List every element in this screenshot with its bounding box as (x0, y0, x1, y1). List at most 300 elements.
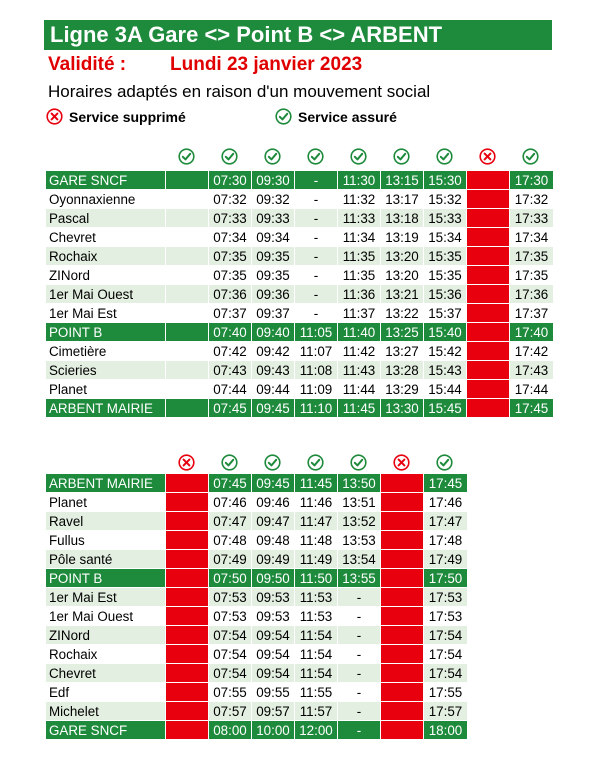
time-cell (166, 342, 209, 361)
time-cell: 09:50 (252, 569, 295, 588)
time-cell (166, 209, 209, 228)
time-cell: 07:53 (209, 588, 252, 607)
time-cell: 12:00 (295, 721, 338, 740)
time-cell: 17:42 (510, 342, 554, 361)
timetable-row (46, 645, 468, 664)
time-cell: 15:36 (424, 285, 467, 304)
check-icon (165, 146, 208, 166)
cancelled-cell (381, 531, 424, 550)
cancelled-cell (166, 550, 209, 569)
stop-name: GARE SNCF (46, 171, 166, 190)
time-cell: 09:35 (252, 247, 295, 266)
time-cell: 11:54 (295, 645, 338, 664)
timetable-row (46, 588, 468, 607)
time-cell: 07:53 (209, 607, 252, 626)
cancelled-cell (467, 361, 510, 380)
time-cell: 09:43 (252, 361, 295, 380)
time-cell: 07:42 (209, 342, 252, 361)
cancelled-cell (166, 531, 209, 550)
stop-name: Cimetière (46, 342, 166, 361)
time-cell: 07:49 (209, 550, 252, 569)
legend-cancelled (46, 108, 186, 125)
time-cell: 13:55 (338, 569, 381, 588)
time-cell: 11:32 (338, 190, 381, 209)
outbound-timetable (45, 170, 554, 418)
time-cell: 07:37 (209, 304, 252, 323)
timetable-row (46, 361, 554, 380)
time-cell: 17:35 (510, 247, 554, 266)
time-cell: 09:30 (252, 171, 295, 190)
time-cell: 11:10 (295, 399, 338, 418)
cancelled-icon (466, 146, 509, 166)
timetable-row (46, 683, 468, 702)
cancelled-icon (165, 452, 208, 472)
time-cell: 11:48 (295, 531, 338, 550)
cancelled-cell (381, 702, 424, 721)
cancelled-cell (166, 702, 209, 721)
cancelled-cell (166, 626, 209, 645)
timetable-row (46, 474, 468, 493)
check-icon (251, 452, 294, 472)
time-cell: 11:53 (295, 588, 338, 607)
time-cell: 07:57 (209, 702, 252, 721)
time-cell (166, 266, 209, 285)
timetable-row (46, 399, 554, 418)
time-cell (166, 171, 209, 190)
time-cell: 09:49 (252, 550, 295, 569)
timetable-row (46, 721, 468, 740)
time-cell: 11:34 (338, 228, 381, 247)
time-cell: 17:33 (510, 209, 554, 228)
stop-name: Ravel (46, 512, 166, 531)
stop-name: Chevret (46, 228, 166, 247)
cancelled-cell (467, 190, 510, 209)
cancelled-cell (166, 569, 209, 588)
time-cell: 11:35 (338, 247, 381, 266)
timetable-row (46, 323, 554, 342)
time-cell: - (338, 702, 381, 721)
cancelled-cell (166, 607, 209, 626)
time-cell: 07:44 (209, 380, 252, 399)
check-icon (294, 146, 337, 166)
cancelled-cell (166, 683, 209, 702)
time-cell: - (338, 683, 381, 702)
time-cell: - (338, 588, 381, 607)
time-cell: 17:53 (424, 607, 468, 626)
inbound-timetable (45, 473, 468, 740)
time-cell: 07:36 (209, 285, 252, 304)
time-cell: 11:50 (295, 569, 338, 588)
check-icon (337, 452, 380, 472)
time-cell: 17:54 (424, 664, 468, 683)
outbound-status-icons (45, 146, 553, 166)
time-cell: 17:54 (424, 645, 468, 664)
time-cell: 09:55 (252, 683, 295, 702)
time-cell: 09:54 (252, 626, 295, 645)
time-cell: 07:54 (209, 626, 252, 645)
stop-name: ZINord (46, 626, 166, 645)
time-cell: 09:45 (252, 474, 295, 493)
time-cell: 11:46 (295, 493, 338, 512)
timetable-row (46, 285, 554, 304)
time-cell: 13:30 (381, 399, 424, 418)
time-cell: 11:40 (338, 323, 381, 342)
time-cell (166, 247, 209, 266)
stop-name: Pôle santé (46, 550, 166, 569)
stop-name: Chevret (46, 664, 166, 683)
time-cell: 09:53 (252, 607, 295, 626)
time-cell (166, 228, 209, 247)
time-cell: 07:34 (209, 228, 252, 247)
stop-name: Pascal (46, 209, 166, 228)
time-cell: 07:35 (209, 266, 252, 285)
time-cell: 09:57 (252, 702, 295, 721)
time-cell: 13:19 (381, 228, 424, 247)
check-icon (208, 146, 251, 166)
time-cell: 11:45 (338, 399, 381, 418)
time-cell: 11:54 (295, 664, 338, 683)
stop-name: ZINord (46, 266, 166, 285)
line-title: Ligne 3A Gare <> Point B <> ARBENT (50, 22, 443, 47)
stop-name: Scieries (46, 361, 166, 380)
timetable-row (46, 304, 554, 323)
cancelled-cell (166, 493, 209, 512)
time-cell: 07:50 (209, 569, 252, 588)
time-cell: 09:48 (252, 531, 295, 550)
time-cell: 11:54 (295, 626, 338, 645)
time-cell: 13:15 (381, 171, 424, 190)
cancelled-cell (381, 607, 424, 626)
time-cell: 13:22 (381, 304, 424, 323)
time-cell: 13:29 (381, 380, 424, 399)
time-cell: 09:54 (252, 664, 295, 683)
time-cell: 11:55 (295, 683, 338, 702)
stop-name: Planet (46, 380, 166, 399)
cancelled-cell (166, 588, 209, 607)
time-cell: 17:54 (424, 626, 468, 645)
cancelled-cell (381, 645, 424, 664)
cancelled-cell (467, 171, 510, 190)
timetable-row (46, 228, 554, 247)
stop-name: Edf (46, 683, 166, 702)
validity-line (48, 54, 362, 76)
cancelled-cell (381, 626, 424, 645)
time-cell: 13:51 (338, 493, 381, 512)
cancelled-cell (166, 645, 209, 664)
time-cell: 17:45 (510, 399, 554, 418)
time-cell: 09:45 (252, 399, 295, 418)
cancelled-cell (381, 588, 424, 607)
time-cell: 13:27 (381, 342, 424, 361)
time-cell: 15:40 (424, 323, 467, 342)
time-cell: 07:46 (209, 493, 252, 512)
cancelled-cell (381, 512, 424, 531)
stop-name: Oyonnaxienne (46, 190, 166, 209)
time-cell: 15:30 (424, 171, 467, 190)
time-cell: 09:44 (252, 380, 295, 399)
time-cell: 17:57 (424, 702, 468, 721)
time-cell: 10:00 (252, 721, 295, 740)
validity-label: Validité : (48, 54, 127, 75)
time-cell (166, 285, 209, 304)
time-cell: 17:40 (510, 323, 554, 342)
time-cell: 11:33 (338, 209, 381, 228)
timetable-row (46, 493, 468, 512)
time-cell: - (338, 626, 381, 645)
time-cell (166, 304, 209, 323)
stop-name: Fullus (46, 531, 166, 550)
time-cell: 15:42 (424, 342, 467, 361)
cancelled-cell (467, 285, 510, 304)
cancelled-cell (381, 721, 424, 740)
time-cell: 11:08 (295, 361, 338, 380)
time-cell: - (295, 247, 338, 266)
cancelled-cell (381, 569, 424, 588)
time-cell: - (295, 266, 338, 285)
cancelled-cell (166, 512, 209, 531)
timetable-row (46, 266, 554, 285)
time-cell: 09:42 (252, 342, 295, 361)
time-cell: 07:35 (209, 247, 252, 266)
stop-name: POINT B (46, 323, 166, 342)
time-cell: 09:40 (252, 323, 295, 342)
time-cell: 17:55 (424, 683, 468, 702)
time-cell: 17:34 (510, 228, 554, 247)
time-cell: - (295, 228, 338, 247)
time-cell: 11:35 (338, 266, 381, 285)
check-icon (509, 146, 552, 166)
time-cell: 11:05 (295, 323, 338, 342)
check-icon (275, 108, 292, 125)
check-icon (337, 146, 380, 166)
check-icon (380, 146, 423, 166)
time-cell: 11:44 (338, 380, 381, 399)
cancelled-cell (166, 474, 209, 493)
time-cell: 11:42 (338, 342, 381, 361)
stop-name: 1er Mai Ouest (46, 607, 166, 626)
time-cell: 09:32 (252, 190, 295, 209)
time-cell (166, 361, 209, 380)
time-cell: 17:50 (424, 569, 468, 588)
stop-name: Rochaix (46, 645, 166, 664)
timetable-row (46, 512, 468, 531)
time-cell: 07:43 (209, 361, 252, 380)
check-icon (251, 146, 294, 166)
time-cell: 07:54 (209, 664, 252, 683)
time-cell: 15:44 (424, 380, 467, 399)
legend-running-label: Service assuré (298, 108, 397, 125)
timetable-row (46, 247, 554, 266)
validity-date: Lundi 23 janvier 2023 (170, 54, 363, 75)
time-cell: 13:17 (381, 190, 424, 209)
time-cell: 13:21 (381, 285, 424, 304)
cancelled-cell (467, 247, 510, 266)
inbound-status-icons (45, 452, 467, 472)
timetable-row (46, 171, 554, 190)
time-cell: 17:36 (510, 285, 554, 304)
time-cell (166, 323, 209, 342)
time-cell: 13:25 (381, 323, 424, 342)
timetable-row (46, 607, 468, 626)
cancelled-cell (467, 399, 510, 418)
cancelled-cell (467, 228, 510, 247)
cancelled-cell (381, 474, 424, 493)
time-cell: - (295, 285, 338, 304)
time-cell: 13:54 (338, 550, 381, 569)
stop-name: 1er Mai Est (46, 304, 166, 323)
time-cell: - (295, 209, 338, 228)
time-cell: 11:57 (295, 702, 338, 721)
timetable-row (46, 190, 554, 209)
time-cell: 11:43 (338, 361, 381, 380)
time-cell: 07:48 (209, 531, 252, 550)
time-cell: - (295, 171, 338, 190)
timetable-row (46, 550, 468, 569)
disruption-note: Horaires adaptés en raison d'un mouvement social (48, 82, 431, 101)
time-cell: 17:30 (510, 171, 554, 190)
time-cell: 11:49 (295, 550, 338, 569)
time-cell: 09:35 (252, 266, 295, 285)
time-cell: 11:37 (338, 304, 381, 323)
time-cell: 07:32 (209, 190, 252, 209)
time-cell: 17:44 (510, 380, 554, 399)
time-cell: 15:33 (424, 209, 467, 228)
legend-running (275, 108, 397, 125)
time-cell: 07:45 (209, 474, 252, 493)
timetable-row (46, 209, 554, 228)
stop-name: Rochaix (46, 247, 166, 266)
time-cell: 11:36 (338, 285, 381, 304)
time-cell: 11:09 (295, 380, 338, 399)
check-icon (423, 146, 466, 166)
cancelled-cell (381, 683, 424, 702)
check-icon (208, 452, 251, 472)
time-cell: 15:45 (424, 399, 467, 418)
check-icon (294, 452, 337, 472)
cancelled-cell (467, 342, 510, 361)
time-cell: 13:28 (381, 361, 424, 380)
cancelled-cell (467, 266, 510, 285)
time-cell: 09:36 (252, 285, 295, 304)
stop-name: 1er Mai Ouest (46, 285, 166, 304)
time-cell: 11:30 (338, 171, 381, 190)
time-cell: 13:50 (338, 474, 381, 493)
time-cell (166, 380, 209, 399)
cancelled-cell (166, 721, 209, 740)
timetable-row (46, 702, 468, 721)
line-title-banner (44, 20, 552, 50)
cancelled-icon (46, 108, 63, 125)
cancelled-cell (467, 380, 510, 399)
stop-name: GARE SNCF (46, 721, 166, 740)
legend-cancelled-label: Service supprimé (69, 108, 186, 125)
time-cell: 15:32 (424, 190, 467, 209)
cancelled-cell (467, 209, 510, 228)
check-icon (423, 452, 466, 472)
stop-name: ARBENT MAIRIE (46, 474, 166, 493)
time-cell: 09:46 (252, 493, 295, 512)
cancelled-cell (381, 550, 424, 569)
time-cell: 17:35 (510, 266, 554, 285)
time-cell: 13:53 (338, 531, 381, 550)
time-cell: 13:20 (381, 247, 424, 266)
time-cell: 17:37 (510, 304, 554, 323)
timetable-row (46, 569, 468, 588)
time-cell: 11:47 (295, 512, 338, 531)
time-cell: 17:32 (510, 190, 554, 209)
time-cell: 17:47 (424, 512, 468, 531)
cancelled-icon (380, 452, 423, 472)
time-cell: 13:18 (381, 209, 424, 228)
time-cell: 17:53 (424, 588, 468, 607)
time-cell: - (338, 607, 381, 626)
stop-name: POINT B (46, 569, 166, 588)
time-cell: 17:43 (510, 361, 554, 380)
cancelled-cell (467, 323, 510, 342)
timetable-row (46, 664, 468, 683)
time-cell: 17:45 (424, 474, 468, 493)
cancelled-cell (381, 664, 424, 683)
time-cell: 09:47 (252, 512, 295, 531)
time-cell: 15:34 (424, 228, 467, 247)
time-cell: 13:52 (338, 512, 381, 531)
cancelled-cell (381, 493, 424, 512)
timetable-row (46, 342, 554, 361)
time-cell: 09:33 (252, 209, 295, 228)
time-cell: 07:47 (209, 512, 252, 531)
time-cell (166, 190, 209, 209)
time-cell: 09:54 (252, 645, 295, 664)
time-cell: 07:30 (209, 171, 252, 190)
time-cell: 07:55 (209, 683, 252, 702)
timetable-row (46, 531, 468, 550)
time-cell: 07:45 (209, 399, 252, 418)
time-cell: 17:48 (424, 531, 468, 550)
time-cell: 15:35 (424, 266, 467, 285)
time-cell: 09:53 (252, 588, 295, 607)
time-cell: - (338, 645, 381, 664)
time-cell: 07:40 (209, 323, 252, 342)
stop-name: Michelet (46, 702, 166, 721)
time-cell: 11:53 (295, 607, 338, 626)
time-cell: - (338, 721, 381, 740)
time-cell: - (295, 304, 338, 323)
time-cell: - (338, 664, 381, 683)
timetable-row (46, 626, 468, 645)
cancelled-cell (467, 304, 510, 323)
time-cell: 07:33 (209, 209, 252, 228)
cancelled-cell (166, 664, 209, 683)
time-cell: 15:43 (424, 361, 467, 380)
time-cell: 17:49 (424, 550, 468, 569)
stop-name: Planet (46, 493, 166, 512)
timetable-row (46, 380, 554, 399)
time-cell: 15:37 (424, 304, 467, 323)
time-cell: 15:35 (424, 247, 467, 266)
stop-name: 1er Mai Est (46, 588, 166, 607)
time-cell: 13:20 (381, 266, 424, 285)
time-cell: 08:00 (209, 721, 252, 740)
time-cell: 18:00 (424, 721, 468, 740)
time-cell: 09:37 (252, 304, 295, 323)
time-cell: 11:45 (295, 474, 338, 493)
time-cell (166, 399, 209, 418)
time-cell: - (295, 190, 338, 209)
time-cell: 17:46 (424, 493, 468, 512)
time-cell: 07:54 (209, 645, 252, 664)
time-cell: 09:34 (252, 228, 295, 247)
time-cell: 11:07 (295, 342, 338, 361)
